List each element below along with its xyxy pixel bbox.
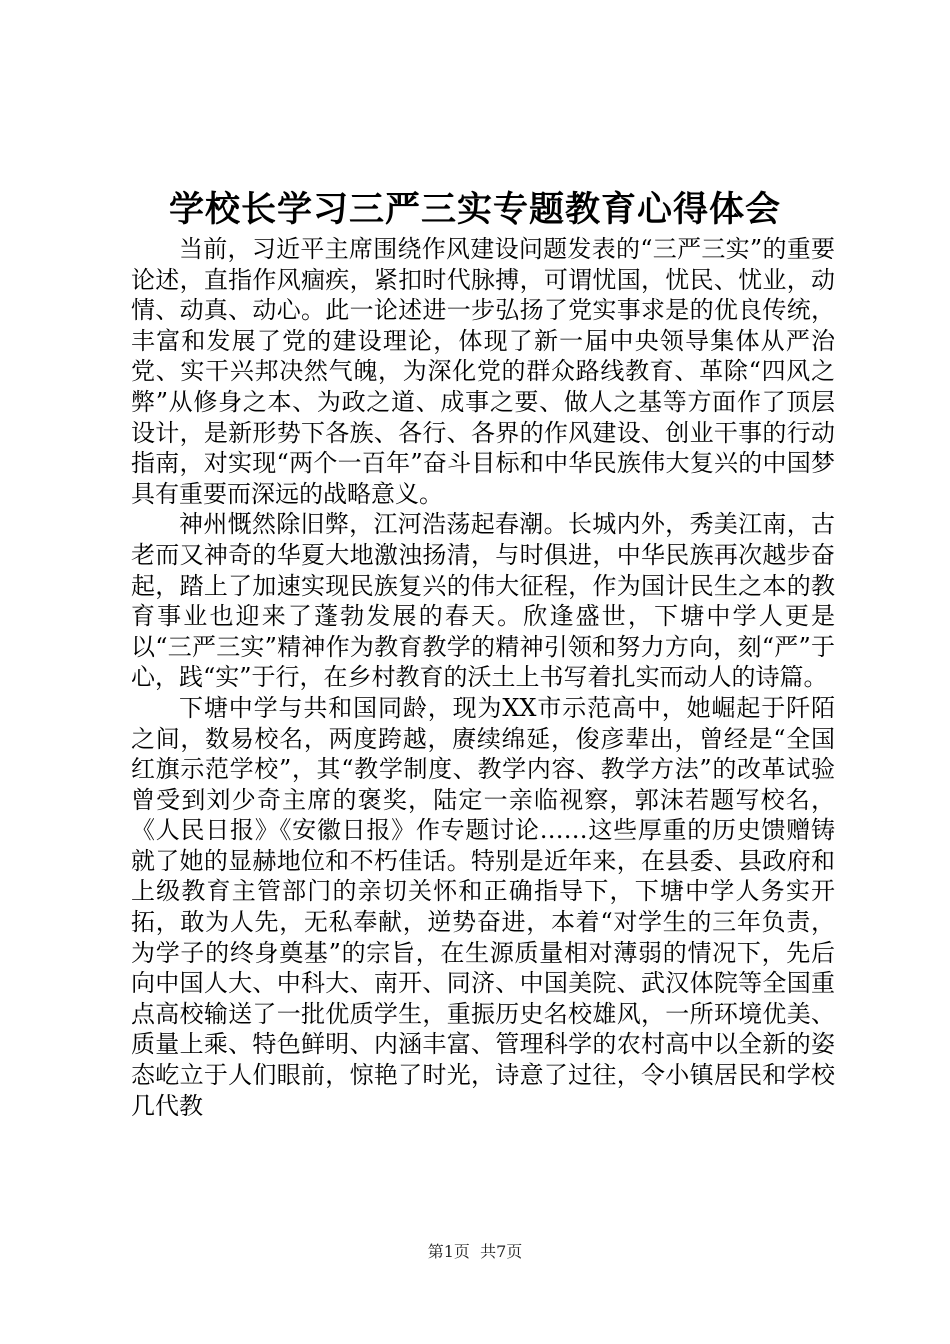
page-number-current: 第1页 [427, 1242, 470, 1261]
document-body [131, 234, 835, 1121]
paragraph-3: 下塘中学与共和国同龄，现为XX市示范高中，她崛起于阡陌之间，数易校名，两度跨越，赓续绵延，俊彦辈出，曾经是“全国红旗示范学校”，其“教学制度、教学内容、教学方法”的改革试验曾受到刘少奇主席的褒奖，陆定一亲临视察，郭沫若题写校名，《人民日报》《安徽日报》作专题讨论……这些厚重的历史馈赠铸就了她的显赫地位和不朽佳话。特别是近年来，在县委、县政府和上级教育主管部门的亲切关怀和正确指导下，下塘中学人务实开拓，敢为人先，无私奉献，逆势奋进，本着“对学生的三年负责，为学子的终身奠基”的宗旨，在生源质量相对薄弱的情况下，先后向中国人大、中科大、南开、同济、中国美院、武汉体院等全国重点高校输送了一批优质学生，重振历史名校雄风，一所环境优美、质量上乘、特色鲜明、内涵丰富、管理科学的农村高中以全新的姿态屹立于人们眼前，惊艳了时光，诗意了过往，令小镇居民和学校几代教 [131, 693, 835, 1120]
footer-separator [470, 1242, 480, 1261]
document-title: 学校长学习三严三实专题教育心得体会 [168, 189, 781, 230]
page-number-total: 共7页 [480, 1242, 523, 1261]
paragraph-1: 当前，习近平主席围绕作风建设问题发表的“三严三实”的重要论述，直指作风痼疾，紧扣时代脉搏，可谓忧国，忧民、忧业，动情、动真、动心。此一论述进一步弘扬了党实事求是的优良传统，丰富和发展了党的建设理论，体现了新一届中央领导集体从严治党、实干兴邦决然气魄，为深化党的群众路线教育、革除“四风之弊”从修身之本、为政之道、成事之要、做人之基等方面作了顶层设计，是新形势下各族、各行、各界的作风建设、创业干事的行动指南，对实现“两个一百年”奋斗目标和中华民族伟大复兴的中国梦具有重要而深远的战略意义。 [131, 235, 835, 508]
paragraph-2: 神州慨然除旧弊，江河浩荡起春潮。长城内外，秀美江南，古老而又神奇的华夏大地激浊扬清，与时俱进，中华民族再次越步奋起，踏上了加速实现民族复兴的伟大征程，作为国计民生之本的教育事业也迎来了蓬勃发展的春天。欣逢盛世，下塘中学人更是以“三严三实”精神作为教育教学的精神引领和努力方向，刻“严”于心，践“实”于行，在乡村教育的沃土上书写着扎实而动人的诗篇。 [131, 510, 835, 692]
page-footer [0, 1242, 950, 1262]
